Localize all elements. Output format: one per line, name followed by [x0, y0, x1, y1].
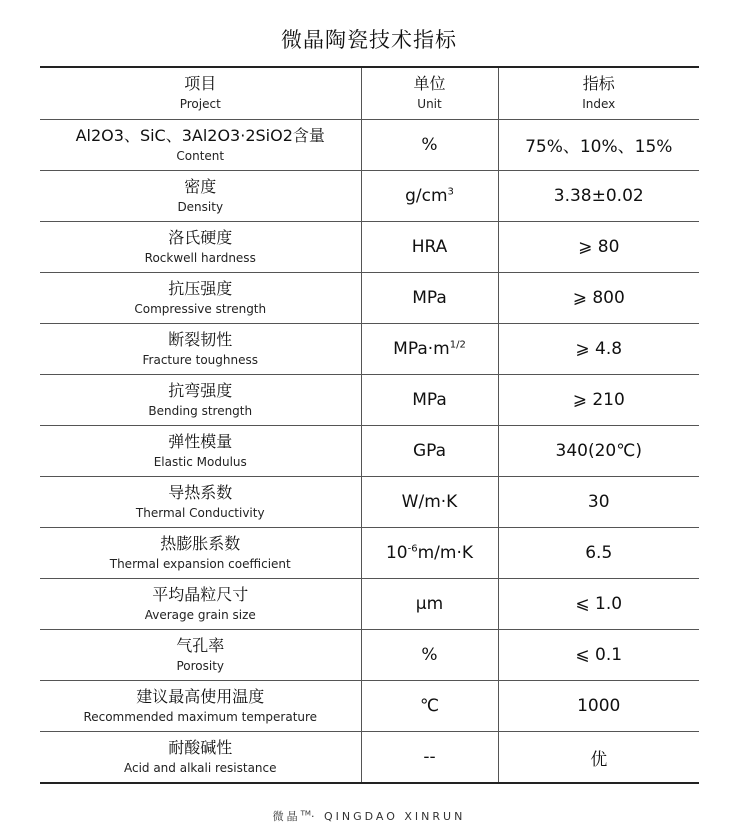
- property-cell: [40, 732, 361, 783]
- unit-text: MPa: [412, 287, 447, 308]
- property-name-zh: 洛氏硬度: [168, 227, 233, 247]
- property-name-zh: 建议最高使用温度: [136, 687, 265, 707]
- index-value: ⩾ 4.8: [498, 323, 699, 374]
- property-cell: [40, 323, 361, 374]
- unit-cell: [361, 425, 498, 476]
- unit-cell: [361, 732, 498, 783]
- index-value: 340(20℃): [498, 425, 699, 476]
- property-name-zh: Al2O3、SiC、3Al2O3·2SiO2含量: [75, 125, 325, 145]
- unit-text: %: [421, 645, 438, 666]
- table-header-row: [40, 67, 699, 119]
- property-cell: [40, 170, 361, 221]
- header-project-en: Project: [179, 97, 221, 112]
- table-row: [40, 170, 699, 221]
- footer-brand: [0, 808, 738, 824]
- property-name-en: Rockwell hardness: [144, 250, 256, 265]
- property-name-zh: 导热系数: [168, 482, 233, 502]
- table-row: [40, 425, 699, 476]
- table-row: [40, 681, 699, 732]
- property-name-en: Density: [177, 199, 224, 214]
- unit-text: MPa: [412, 389, 447, 410]
- property-name-en: Compressive strength: [134, 301, 267, 316]
- table-row: [40, 630, 699, 681]
- header-project-zh: 项目: [184, 74, 217, 94]
- property-cell: [40, 425, 361, 476]
- table-row: [40, 221, 699, 272]
- unit-text: HRA: [411, 236, 448, 257]
- index-value: 6.5: [498, 528, 699, 579]
- unit-text: 10: [385, 543, 408, 564]
- header-unit: [361, 67, 498, 119]
- unit-text: W/m·K: [401, 491, 458, 512]
- property-name-en: Average grain size: [144, 608, 256, 623]
- table-row: [40, 579, 699, 630]
- unit-text: %: [421, 134, 438, 155]
- unit-text: GPa: [412, 440, 447, 461]
- property-name-zh: 断裂韧性: [168, 329, 233, 349]
- header-unit-zh: 单位: [413, 74, 446, 94]
- unit-cell: [361, 681, 498, 732]
- property-cell: [40, 272, 361, 323]
- unit-cell: [361, 221, 498, 272]
- index-value: 30: [498, 476, 699, 527]
- table-row: [40, 374, 699, 425]
- table-row: [40, 119, 699, 170]
- property-cell: [40, 221, 361, 272]
- header-index-en: Index: [582, 97, 616, 112]
- property-name-zh: 热膨胀系数: [160, 534, 241, 554]
- property-cell: [40, 476, 361, 527]
- property-name-en: Elastic Modulus: [153, 454, 247, 469]
- index-value: ⩾ 800: [498, 272, 699, 323]
- unit-cell: [361, 272, 498, 323]
- property-name-en: Recommended maximum temperature: [83, 710, 318, 725]
- property-cell: [40, 630, 361, 681]
- footer-company: · QINGDAO XINRUN: [310, 810, 466, 823]
- table-row: [40, 528, 699, 579]
- index-value: ⩾ 80: [498, 221, 699, 272]
- table-row: [40, 272, 699, 323]
- unit-cell: [361, 579, 498, 630]
- property-name-en: Porosity: [176, 659, 225, 674]
- property-name-zh: 抗弯强度: [168, 380, 233, 400]
- property-name-en: Bending strength: [148, 403, 253, 418]
- unit-text: g/cm: [405, 185, 448, 206]
- index-value: ⩽ 0.1: [498, 630, 699, 681]
- unit-cell: [361, 630, 498, 681]
- property-name-en: Acid and alkali resistance: [123, 761, 277, 776]
- footer-brand-name: 微晶: [272, 810, 301, 823]
- property-name-zh: 抗压强度: [168, 278, 233, 298]
- property-name-zh: 弹性模量: [168, 431, 233, 451]
- unit-superscript: 1/2: [449, 339, 466, 351]
- unit-text: ℃: [419, 696, 440, 717]
- property-cell: [40, 528, 361, 579]
- unit-cell: [361, 119, 498, 170]
- unit-superscript: 3: [447, 185, 454, 197]
- property-cell: [40, 579, 361, 630]
- unit-cell: [361, 170, 498, 221]
- table-row: [40, 732, 699, 783]
- header-unit-en: Unit: [417, 97, 442, 112]
- unit-text: MPa·m: [393, 338, 450, 359]
- property-name-zh: 平均晶粒尺寸: [152, 585, 249, 605]
- table-row: [40, 476, 699, 527]
- unit-cell: [361, 323, 498, 374]
- property-name-en: Thermal Conductivity: [135, 505, 265, 520]
- trademark-mark: TM: [300, 809, 311, 818]
- property-name-en: Thermal expansion coefficient: [109, 557, 291, 572]
- unit-text: --: [423, 747, 436, 768]
- index-value: 75%、10%、15%: [498, 119, 699, 170]
- index-value: ⩽ 1.0: [498, 579, 699, 630]
- table-row: [40, 323, 699, 374]
- unit-text: μm: [415, 594, 444, 615]
- property-cell: [40, 119, 361, 170]
- property-name-zh: 耐酸碱性: [168, 738, 233, 758]
- index-value: 优: [498, 732, 699, 783]
- property-name-zh: 气孔率: [176, 636, 225, 656]
- unit-cell: [361, 528, 498, 579]
- header-index-zh: 指标: [582, 74, 615, 94]
- property-name-zh: 密度: [184, 176, 217, 196]
- index-value: 1000: [498, 681, 699, 732]
- property-cell: [40, 681, 361, 732]
- page-title: 微晶陶瓷技术指标: [281, 28, 457, 52]
- index-value: 3.38±0.02: [498, 170, 699, 221]
- unit-cell: [361, 374, 498, 425]
- unit-tail: m/m·K: [417, 543, 474, 564]
- property-cell: [40, 374, 361, 425]
- spec-table: [40, 66, 699, 784]
- unit-superscript: -6: [407, 543, 418, 555]
- property-name-en: Content: [176, 148, 225, 163]
- header-index: [498, 67, 699, 119]
- index-value: ⩾ 210: [498, 374, 699, 425]
- header-project: [40, 67, 361, 119]
- unit-cell: [361, 476, 498, 527]
- property-name-en: Fracture toughness: [142, 352, 258, 367]
